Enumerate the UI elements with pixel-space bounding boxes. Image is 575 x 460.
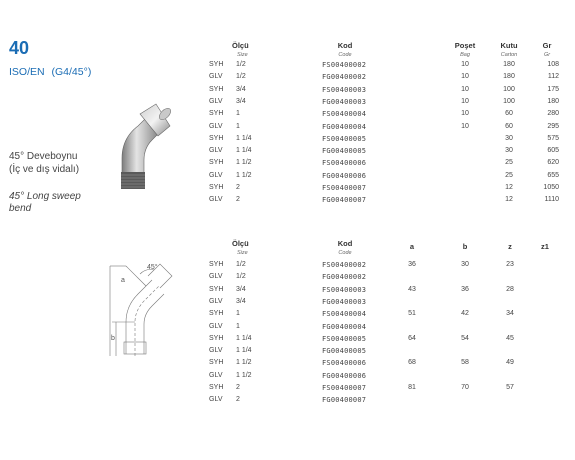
t1-cell-type: GLV [209, 97, 223, 105]
t2-cell-b: 36 [461, 285, 469, 293]
t1-cell-gr: 280 [547, 110, 559, 118]
t2-cell-size: 1 1/2 [236, 371, 252, 379]
t2-cell-type: SYH [209, 334, 224, 342]
t1-cell-type: GLV [209, 171, 223, 179]
t2-cell-z: 57 [506, 384, 514, 391]
t2-cell-code: FG00400003 [322, 297, 367, 306]
t2-cell-type: GLV [209, 322, 223, 330]
t1-cell-code: FS00400007 [322, 184, 367, 192]
t1-cell-type: GLV [209, 122, 223, 130]
t2-cell-type: SYH [209, 384, 224, 391]
t1-cell-size: 1 1/4 [236, 147, 252, 155]
t1-header-bag: Poşet [454, 41, 476, 50]
t2-cell-type: GLV [209, 347, 223, 355]
t2-cell-a: 36 [408, 261, 416, 268]
t2-cell-b: 54 [461, 334, 469, 342]
t1-cell-type: SYH [209, 159, 224, 167]
t1-cell-size: 1/2 [236, 61, 246, 68]
t1-header-gr: Gr [542, 41, 552, 50]
t1-cell-gr: 1050 [543, 184, 559, 191]
t1-cell-gr: 108 [547, 61, 559, 68]
t2-cell-type: GLV [209, 396, 223, 404]
t1-cell-carton: 25 [505, 159, 513, 167]
t2-cell-size: 1/2 [236, 273, 246, 281]
t1-cell-size: 2 [236, 184, 240, 191]
t1-cell-bag: 10 [461, 110, 469, 118]
t1-cell-bag: 10 [461, 97, 469, 105]
t2-cell-type: GLV [209, 273, 223, 281]
t1-cell-type: SYH [209, 110, 224, 118]
t2-cell-a: 81 [408, 384, 416, 391]
t1-cell-gr: 1110 [544, 196, 559, 204]
t1-cell-gr: 112 [547, 73, 559, 81]
t2-cell-size: 3/4 [236, 297, 246, 305]
t1-header-carton-en: Carton [500, 52, 518, 58]
standard-label: ISO/EN [9, 66, 45, 78]
t1-cell-gr: 605 [547, 147, 559, 155]
angle-label: 45° [147, 264, 158, 271]
product-standard [9, 66, 91, 78]
t1-cell-carton: 30 [505, 134, 513, 142]
t1-cell-size: 1 1/2 [236, 159, 252, 167]
t2-cell-type: SYH [209, 261, 224, 268]
title-en [9, 191, 81, 215]
t2-header-z1: z1 [541, 242, 549, 251]
t1-cell-carton: 60 [505, 122, 513, 130]
t1-cell-gr: 655 [547, 171, 559, 179]
t1-cell-carton: 12 [505, 184, 513, 191]
subtitle-tr: (İç ve dış vidalı) [9, 164, 80, 175]
t2-cell-a: 68 [408, 359, 416, 367]
t2-cell-size: 1 1/4 [236, 347, 252, 355]
t1-cell-carton: 25 [505, 171, 513, 179]
t1-cell-bag: 10 [461, 73, 469, 81]
t2-cell-code: FS00400002 [322, 261, 367, 269]
product-number: 40 [9, 38, 30, 58]
t1-cell-carton: 30 [505, 147, 513, 155]
t1-cell-bag: 10 [461, 85, 469, 93]
t2-cell-type: SYH [209, 359, 224, 367]
t1-cell-size: 1 [236, 110, 240, 118]
t1-cell-size: 1 1/2 [236, 171, 252, 179]
t1-cell-code: FG00400007 [322, 196, 367, 205]
t2-cell-a: 64 [408, 334, 416, 342]
t1-cell-type: SYH [209, 134, 224, 142]
t2-header-a: a [409, 242, 415, 251]
t2-cell-type: SYH [209, 310, 224, 318]
t2-cell-z: 45 [506, 334, 514, 342]
t2-header-z: z [508, 242, 512, 251]
t1-cell-code: FS00400002 [322, 61, 367, 69]
t2-cell-size: 1 1/4 [236, 334, 252, 342]
t2-cell-size: 1/2 [236, 261, 246, 268]
t2-header-size: Ölçü [232, 239, 249, 248]
t2-cell-z: 23 [506, 261, 514, 268]
t1-header-code: Kod [337, 41, 353, 50]
t1-header-size-en: Size [237, 52, 248, 58]
t2-cell-type: GLV [209, 297, 223, 305]
dimension-drawing [102, 258, 176, 358]
t1-cell-code: FG00400003 [322, 97, 367, 106]
t2-cell-z: 28 [506, 285, 514, 293]
t1-cell-gr: 180 [547, 97, 559, 105]
t1-cell-carton: 100 [503, 85, 515, 93]
t1-cell-size: 1 [236, 122, 240, 130]
t2-cell-b: 30 [461, 261, 469, 268]
t1-cell-type: SYH [209, 85, 224, 93]
t1-cell-bag: 10 [461, 61, 469, 68]
t2-cell-code: FG00400005 [322, 347, 367, 356]
t1-cell-size: 1/2 [236, 73, 246, 81]
t1-cell-gr: 575 [547, 134, 559, 142]
t2-cell-code: FG00400004 [322, 322, 367, 331]
t1-header-code-en: Code [338, 52, 352, 58]
t2-cell-code: FS00400006 [322, 359, 367, 368]
t2-cell-size: 2 [236, 396, 240, 404]
t2-header-size-en: Size [237, 250, 248, 256]
t1-cell-size: 3/4 [236, 97, 246, 105]
t1-cell-code: FS00400006 [322, 159, 367, 168]
t2-cell-size: 1 1/2 [236, 359, 252, 367]
t2-cell-size: 1 [236, 322, 240, 330]
t1-cell-gr: 620 [547, 159, 559, 167]
t2-cell-code: FG00400007 [322, 396, 367, 405]
title-tr: 45° Deveboynu [9, 151, 78, 162]
t1-header-carton: Kutu [500, 41, 518, 50]
t2-cell-code: FS00400003 [322, 285, 367, 294]
t2-cell-size: 1 [236, 310, 240, 318]
t1-cell-carton: 100 [503, 97, 515, 105]
t2-cell-b: 70 [461, 384, 469, 391]
t1-cell-carton: 180 [503, 61, 515, 68]
dim-b-label: b [111, 335, 115, 342]
t1-cell-code: FS00400004 [322, 110, 367, 119]
t1-cell-code: FS00400003 [322, 85, 367, 94]
t2-cell-z: 49 [506, 359, 514, 367]
t1-cell-type: GLV [209, 147, 223, 155]
t2-header-code: Kod [337, 239, 353, 248]
t2-cell-b: 42 [461, 310, 469, 318]
t1-cell-carton: 180 [503, 73, 515, 81]
t1-cell-type: GLV [209, 73, 223, 81]
t1-cell-code: FS00400005 [322, 134, 367, 143]
t1-cell-size: 3/4 [236, 85, 246, 93]
t1-cell-type: GLV [209, 196, 223, 204]
t2-cell-z: 34 [506, 310, 514, 318]
title-en-line2: bend [9, 203, 32, 214]
spec-label: (G4/45°) [51, 66, 92, 78]
t2-cell-size: 3/4 [236, 285, 246, 293]
t1-cell-type: SYH [209, 184, 224, 191]
t1-header-size: Ölçü [232, 41, 249, 50]
dim-a-label: a [121, 277, 125, 284]
t1-cell-code: FG00400004 [322, 122, 367, 131]
t1-cell-code: FG00400006 [322, 171, 367, 180]
t2-cell-code: FS00400005 [322, 334, 367, 343]
t1-cell-gr: 295 [547, 122, 559, 130]
t1-header-gr-en: Gr [543, 52, 551, 58]
t1-cell-size: 2 [236, 196, 240, 204]
title-en-line1: 45° Long sweep [9, 191, 81, 202]
t1-cell-carton: 60 [505, 110, 513, 118]
t2-cell-code: FG00400006 [322, 371, 367, 380]
t2-cell-size: 2 [236, 384, 240, 391]
t2-cell-type: GLV [209, 371, 223, 379]
t2-header-code-en: Code [338, 250, 352, 256]
t2-cell-a: 43 [408, 285, 416, 293]
t2-cell-code: FG00400002 [322, 273, 367, 282]
fitting-photo [104, 100, 176, 192]
t2-cell-type: SYH [209, 285, 224, 293]
t1-cell-bag: 10 [461, 122, 469, 130]
t2-header-b: b [462, 242, 468, 251]
t2-cell-a: 51 [408, 310, 416, 318]
t2-cell-code: FS00400007 [322, 384, 367, 392]
t1-cell-gr: 175 [547, 85, 559, 93]
t1-header-bag-en: Bag [460, 52, 470, 58]
t1-cell-type: SYH [209, 61, 224, 68]
t1-cell-size: 1 1/4 [236, 134, 252, 142]
t1-cell-code: FG00400005 [322, 147, 367, 156]
t2-cell-code: FS00400004 [322, 310, 367, 319]
t2-cell-b: 58 [461, 359, 469, 367]
t1-cell-code: FG00400002 [322, 73, 367, 82]
t1-cell-carton: 12 [505, 196, 513, 204]
